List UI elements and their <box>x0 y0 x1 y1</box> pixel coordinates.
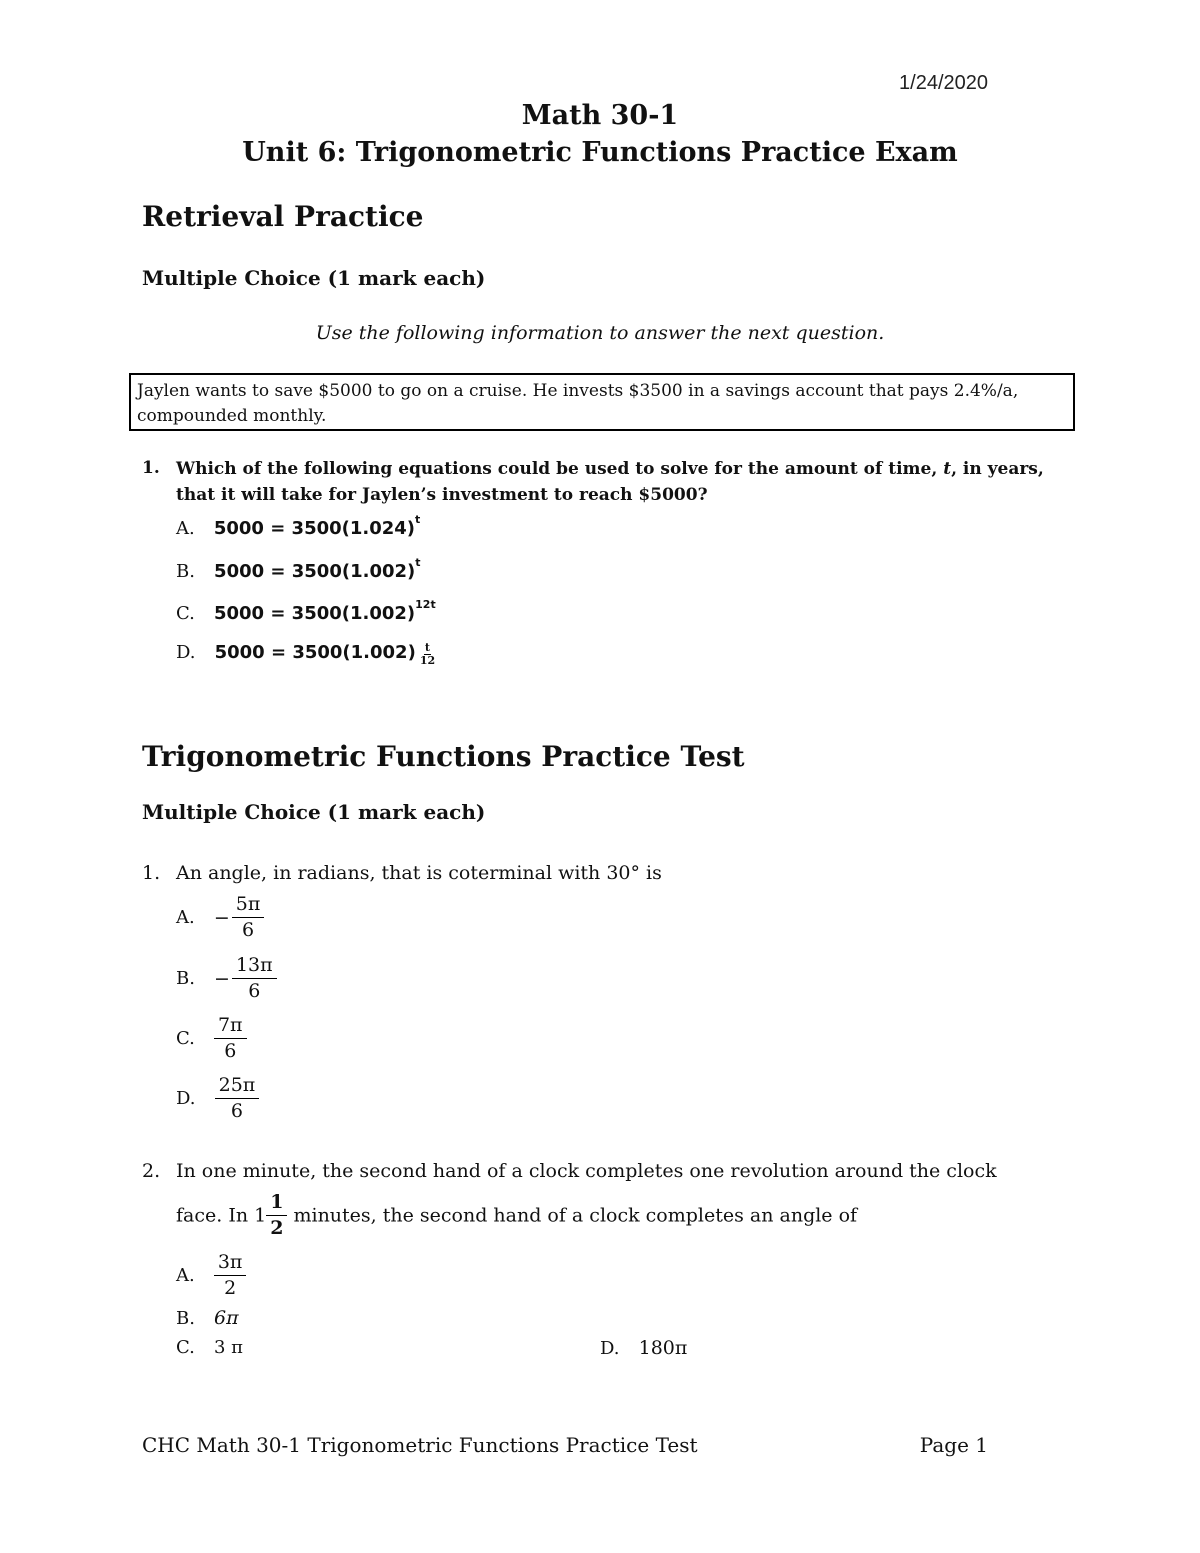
q2-number: 2. <box>142 1160 161 1182</box>
q2-line-1: In one minute, the second hand of a clock completes one revolution around the clock <box>176 1160 997 1182</box>
question-text: Which of the following equations could be used to solve for the amount of time, t, in years, that it will take for Jaylen’s investment to reach $5000? <box>176 459 1044 505</box>
q2-option-d[interactable]: D. 180π <box>600 1337 688 1359</box>
option-c[interactable]: C. $5000 = 3500(1.002)^{12t}$ <box>176 598 436 624</box>
info-box: Jaylen wants to save $5000 to go on a cruise. He invests $3500 in a savings account that pays 2.4%/a, compounded monthly. <box>129 373 1075 431</box>
title-line-1: Math 30-1 <box>521 100 679 131</box>
title-line-2: Unit 6: Trigonometric Functions Practice Exam <box>242 137 958 168</box>
option-b[interactable]: B. $5000 = 3500(1.002)^t$ <box>176 556 421 582</box>
q1-option-a[interactable]: A. − $\frac{5\pi}{6}$ <box>176 892 264 943</box>
q2-option-b[interactable]: B. 6π <box>176 1307 239 1329</box>
variable-t: t <box>943 459 952 479</box>
retrieval-subheading: Multiple Choice (1 mark each) <box>142 266 486 290</box>
instruction-text: Use the following information to answer the next question. <box>315 322 885 344</box>
q1-text: An angle, in radians, that is coterminal with 30° is <box>176 862 662 884</box>
retrieval-heading: Retrieval Practice <box>142 200 424 233</box>
q1-option-b[interactable]: B. − $\frac{13\pi}{6}$ <box>176 953 277 1004</box>
footer-title: CHC Math 30-1 Trigonometric Functions Practice Test <box>142 1433 698 1457</box>
q1-option-d[interactable]: D. $\frac{25\pi}{6}$ <box>176 1073 259 1124</box>
q1-number: 1. <box>142 862 161 884</box>
test-subheading: Multiple Choice (1 mark each) <box>142 800 486 824</box>
q1-option-c[interactable]: C. $\frac{7\pi}{6}$ <box>176 1013 247 1064</box>
test-heading: Trigonometric Functions Practice Test <box>142 740 745 773</box>
option-a[interactable]: A. $5000 = 3500(1.024)^t$ <box>176 513 421 539</box>
question-number: 1. <box>142 458 160 478</box>
option-d[interactable]: D. 5000 = 3500(1.002) $\frac{t}{12}$ <box>176 641 436 667</box>
date: 1/24/2020 <box>899 72 988 94</box>
q2-option-c[interactable]: C. 3 π <box>176 1337 243 1358</box>
page-number: Page 1 <box>919 1433 988 1457</box>
q2-option-a[interactable]: A. $\frac{3\pi}{2}$ <box>176 1250 246 1301</box>
q2-line-2: face. In 1 $\frac{1}{2}$ minutes, the second hand of a clock completes an angle of <box>176 1191 858 1239</box>
